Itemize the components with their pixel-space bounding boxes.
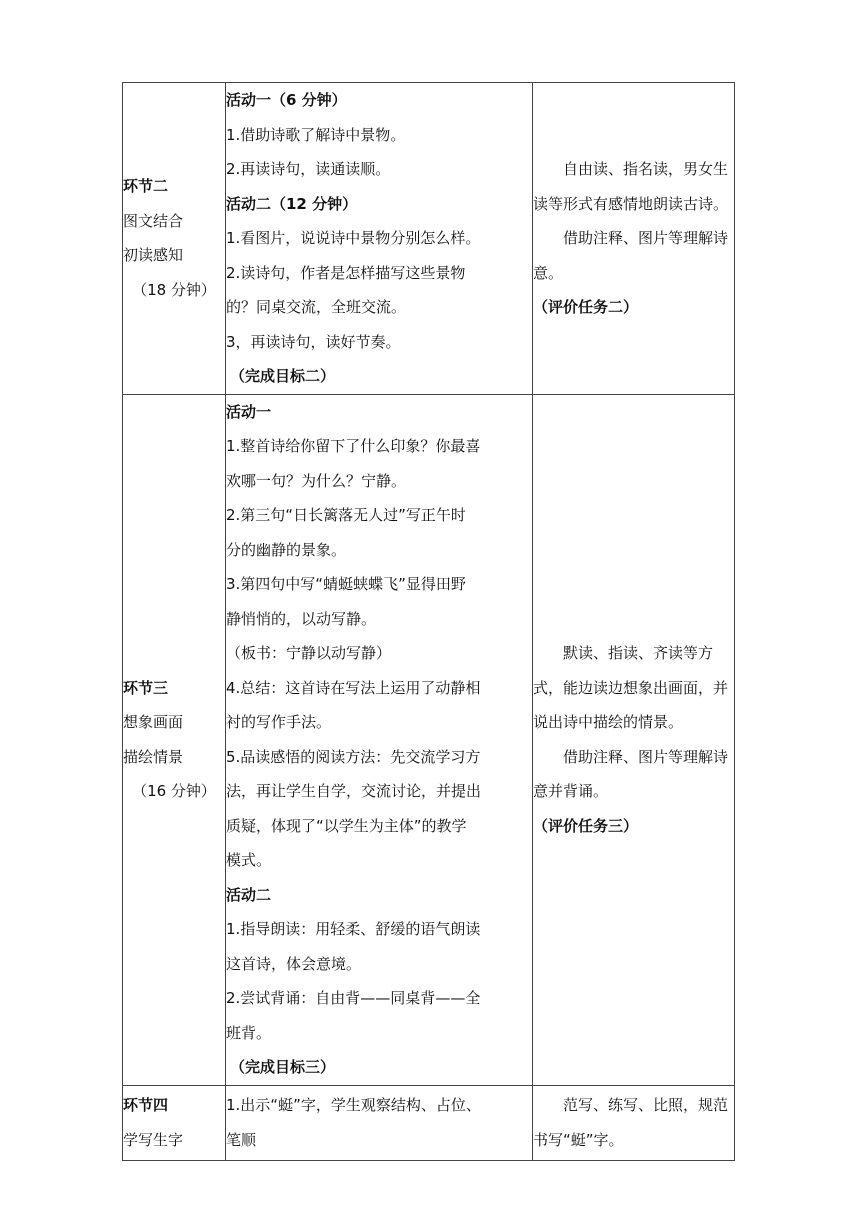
stage-cell [123, 1085, 226, 1160]
activity-line: 3，再读诗句，读好节奏。 [226, 332, 401, 351]
evaluation-line: 女生读等形式有感情地 [533, 160, 729, 213]
stage-name: 环节二 [123, 177, 169, 196]
activity-line: 2.再读诗句，读通读顺。 [226, 160, 391, 178]
stage-cell [123, 394, 226, 1085]
activity-line: 这首诗，体会意境。 [226, 954, 362, 973]
activity-line: 衬的写作手法。 [226, 713, 332, 731]
activity-line: 2.尝试背诵：自由背——同桌背——全 [226, 989, 481, 1007]
activity-line: 4.总结：这首诗在写法上运用了动静相 [226, 678, 481, 697]
evaluation-cell [533, 394, 735, 1085]
evaluation-line: 面，并说出诗中描绘的情 [533, 678, 729, 731]
activity-line: 3.第四句中写“蜻蜓蛱蝶飞”显得田野 [226, 575, 466, 593]
evaluation-paragraph [533, 740, 734, 809]
evaluation-cell [533, 1085, 735, 1160]
evaluation-line: 借助注释、图片等理 [563, 747, 699, 766]
evaluation-line: 默读、指读、齐读等 [563, 644, 699, 662]
activity-line: 1.出示“蜓”字，学生观察结构、占位、 [226, 1096, 481, 1114]
stage-subtitle: 学写生字 [123, 1130, 184, 1149]
stage-duration: （16 分钟） [132, 782, 216, 800]
stage-cell [123, 83, 226, 395]
activity-line: 班背。 [226, 1023, 272, 1042]
activity-line: 欢哪一句？为什么？宁静。 [226, 471, 407, 490]
evaluation-line: 借助注释、图片等理 [563, 229, 699, 247]
activity-line: 质疑，体现了“以学生为主体”的教学 [226, 816, 467, 835]
activities-cell [226, 83, 533, 395]
activities-cell [226, 1085, 533, 1160]
evaluation-line: 解诗意并背诵。 [533, 747, 729, 800]
activity-heading: 活动二 [226, 885, 272, 904]
activity-line: 分的幽静的景象。 [226, 540, 347, 559]
evaluation-paragraph [533, 152, 734, 221]
stage-name: 环节三 [123, 678, 169, 697]
lesson-plan-table [122, 82, 735, 1161]
table-row [123, 1085, 735, 1160]
activity-line: 2.第三句“日长篱落无人过”写正午时 [226, 506, 466, 524]
table-row [123, 394, 735, 1085]
activity-line: 静悄悄的，以动写静。 [226, 609, 377, 628]
stage-name: 环节四 [123, 1096, 169, 1114]
evaluation-line: 规范书写“蜓”字。 [533, 1096, 729, 1149]
evaluation-paragraph [533, 636, 734, 740]
evaluation-task: （评价任务三） [533, 816, 639, 835]
activity-line: 2.读诗句，作者是怎样描写这些景物 [226, 263, 466, 282]
activity-line: 1.借助诗歌了解诗中景物。 [226, 125, 406, 144]
activities-cell [226, 394, 533, 1085]
activity-line: 1.整首诗给你留下了什么印象？你最喜 [226, 437, 481, 455]
stage-subtitle: 图文结合 [123, 211, 184, 230]
table-row [123, 83, 735, 395]
activity-line: （板书：宁静以动写静） [226, 644, 392, 662]
stage-duration: （18 分钟） [132, 280, 216, 299]
goal-note: （完成目标二） [230, 367, 336, 385]
evaluation-line: 景。 [653, 713, 684, 731]
activity-line: 1.看图片，说说诗中景物分别怎么样。 [226, 229, 481, 247]
evaluation-line: 朗读古诗。 [653, 194, 729, 213]
evaluation-line: 范写、练写、比照， [563, 1096, 699, 1114]
activity-line: 法，再让学生自学，交流讨论，并提出 [226, 782, 482, 800]
evaluation-cell [533, 83, 735, 395]
activity-line: 1.指导朗读：用轻柔、舒缓的语气朗读 [226, 920, 481, 938]
stage-subtitle: 初读感知 [123, 246, 184, 265]
stage-subtitle: 想象画面 [123, 713, 184, 731]
activity-line: 5.品读感悟的阅读方法：先交流学习方 [226, 747, 481, 766]
activity-line: 笔顺 [226, 1130, 257, 1149]
evaluation-task: （评价任务二） [533, 298, 639, 316]
activity-line: 的？同桌交流，全班交流。 [226, 298, 407, 316]
activity-heading: 活动一 [226, 402, 272, 421]
evaluation-line: 自由读、指名读，男 [563, 160, 699, 178]
goal-note: （完成目标三） [230, 1058, 336, 1076]
evaluation-paragraph [533, 221, 734, 290]
evaluation-paragraph [533, 1088, 734, 1157]
activity-heading: 活动二（12 分钟） [226, 194, 358, 213]
evaluation-line: 解诗意。 [533, 229, 729, 282]
activity-line: 模式。 [226, 851, 272, 869]
stage-subtitle: 描绘情景 [123, 747, 184, 766]
activity-heading: 活动一（6 分钟） [226, 91, 347, 109]
evaluation-line: 方式，能边读边想象出画 [533, 644, 714, 697]
